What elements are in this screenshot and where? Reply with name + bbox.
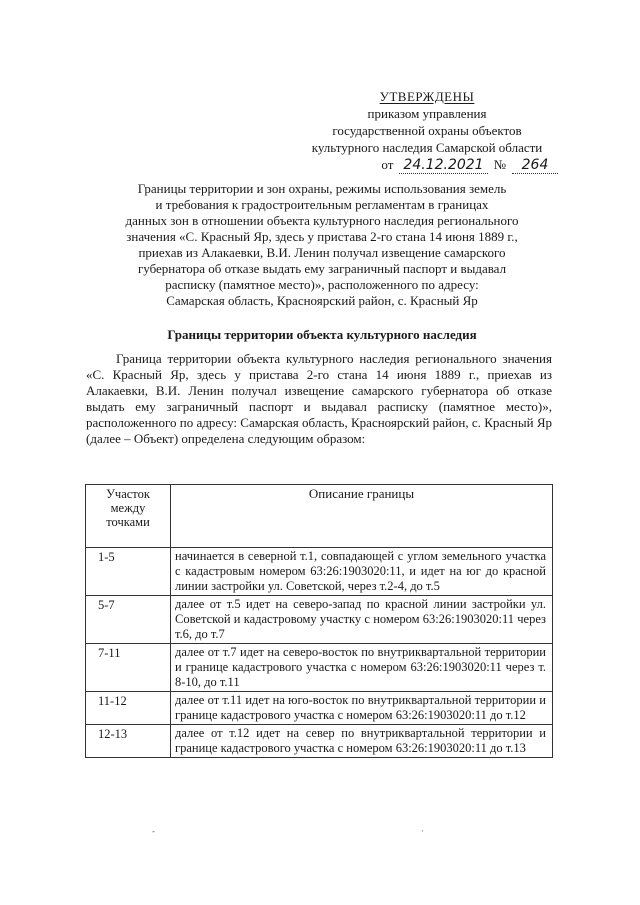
table-row: [86, 725, 553, 758]
approval-line-1: приказом управления: [367, 106, 487, 121]
segment-cell: 7-11: [86, 644, 171, 692]
description-cell: далее от т.5 идет на северо-запад по красной линии застройки ул. Советской и кадастровому участку с номером 63:26:1903020:11 через т.6, до т.7: [171, 596, 553, 644]
approval-block: [296, 88, 558, 174]
order-date-handwritten: 24.12.2021: [399, 158, 487, 174]
boundary-table: [85, 484, 553, 758]
intro-paragraph: Граница территории объекта культурного наследия регионального значения «С. Красный Яр, здесь у пристава 2-го стана 14 июня 1889 г., приехав из Алакаевки, В.И. Ленин получал извещение самарского губернатора об отказе выдать ему заграничный паспорт и выдавал расписку (памятное место)», расположенного по адресу: Самарская область, Красноярский район, с. Красный Яр (далее – Объект) определена следующим образом:: [86, 351, 552, 446]
order-date-number: [296, 156, 558, 174]
description-cell: далее от т.12 идет на север по внутриквартальной территории и границе кадастрового участка с номером 63:26:1903020:11 до т.13: [171, 725, 553, 758]
title-line-5: приехав из Алакаевки, В.И. Ленин получал извещение самарского: [138, 245, 506, 260]
scan-speck-mark: ‐: [152, 826, 155, 836]
title-line-2: и требования к градостроительным регламентам в границах: [155, 197, 489, 212]
approval-line-3: культурного наследия Самарской области: [311, 140, 543, 155]
title-line-6: губернатора об отказе выдать ему заграничный паспорт и выдавал: [137, 261, 507, 276]
number-prefix: №: [493, 157, 506, 172]
title-line-8: Самарская область, Красноярский район, с. Красный Яр: [166, 293, 478, 308]
scan-speck-mark: ·: [421, 826, 424, 836]
title-line-3: данных зон в отношении объекта культурного наследия регионального: [125, 213, 519, 228]
title-line-1: Границы территории и зон охраны, режимы использования земель: [137, 181, 507, 196]
segment-cell: 5-7: [86, 596, 171, 644]
table-header-row: [86, 485, 553, 548]
order-number-handwritten: 264: [512, 158, 558, 174]
description-cell: далее от т.11 идет на юго-восток по внутриквартальной территории и границе кадастрового участка с номером 63:26:1903020:11 до т.12: [171, 692, 553, 725]
title-line-4: значения «С. Красный Яр, здесь у пристава 2-го стана 14 июня 1889 г.,: [126, 229, 518, 244]
segment-column-header: Участок между точками: [86, 485, 171, 548]
title-line-7: расписку (памятное место)», расположенного по адресу:: [165, 277, 479, 292]
date-prefix: от: [381, 157, 394, 172]
description-cell: начинается в северной т.1, совпадающей с углом земельного участка с кадастровым номером 63:26:1903020:11, и идет на юг до красной линии застройки ул. Советской, через т.2-4, до т.5: [171, 548, 553, 596]
table-row: [86, 644, 553, 692]
segment-cell: 11-12: [86, 692, 171, 725]
segment-cell: 1-5: [86, 548, 171, 596]
table-row: [86, 548, 553, 596]
description-column-header: Описание границы: [171, 485, 553, 548]
description-cell: далее от т.7 идет на северо-восток по внутриквартальной территории и границе кадастрового участка с номером 63:26:1903020:11 через т. 8-10, до т.11: [171, 644, 553, 692]
approval-heading: УТВЕРЖДЕНЫ: [379, 89, 475, 104]
segment-cell: 12-13: [86, 725, 171, 758]
section-heading: Границы территории объекта культурного наследия: [167, 327, 477, 342]
table-row: [86, 692, 553, 725]
approval-line-2: государственной охраны объектов: [332, 123, 522, 138]
document-title: [80, 181, 564, 309]
table-row: [86, 596, 553, 644]
